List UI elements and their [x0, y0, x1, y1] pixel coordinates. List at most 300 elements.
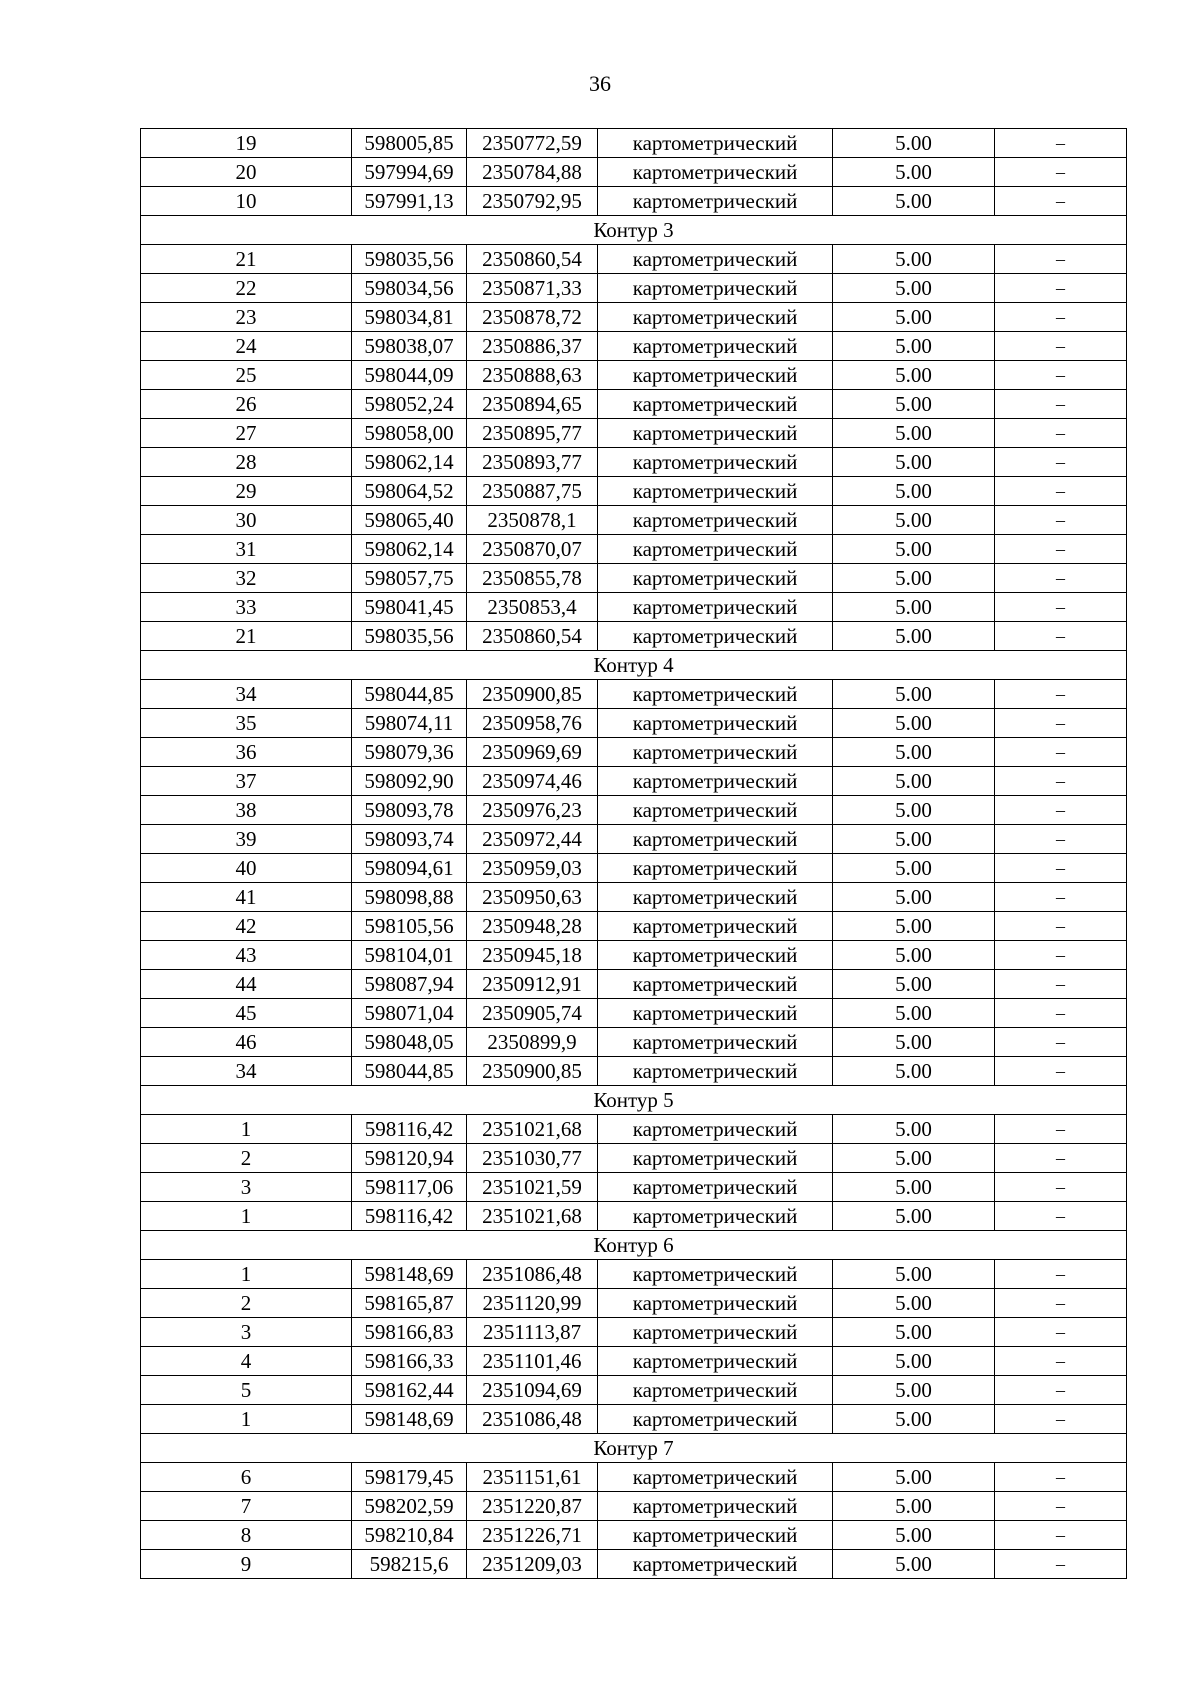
x-coordinate-cell: 598148,69 — [352, 1260, 467, 1289]
table-row — [141, 1521, 1127, 1550]
x-coordinate-cell: 598034,56 — [352, 274, 467, 303]
note-cell: – — [995, 970, 1127, 999]
table-row — [141, 158, 1127, 187]
accuracy-cell: 5.00 — [833, 622, 995, 651]
x-coordinate-cell: 598166,83 — [352, 1318, 467, 1347]
contour-header-row — [141, 651, 1127, 680]
method-cell: картометрический — [598, 1492, 833, 1521]
y-coordinate-cell: 2351120,99 — [467, 1289, 598, 1318]
x-coordinate-cell: 598093,78 — [352, 796, 467, 825]
table-row — [141, 1289, 1127, 1318]
accuracy-cell: 5.00 — [833, 448, 995, 477]
method-cell: картометрический — [598, 332, 833, 361]
y-coordinate-cell: 2350772,59 — [467, 129, 598, 158]
table-row — [141, 1318, 1127, 1347]
method-cell: картометрический — [598, 129, 833, 158]
table-row — [141, 1405, 1127, 1434]
y-coordinate-cell: 2350888,63 — [467, 361, 598, 390]
method-cell: картометрический — [598, 1405, 833, 1434]
x-coordinate-cell: 598105,56 — [352, 912, 467, 941]
accuracy-cell: 5.00 — [833, 1057, 995, 1086]
x-coordinate-cell: 598094,61 — [352, 854, 467, 883]
accuracy-cell: 5.00 — [833, 361, 995, 390]
method-cell: картометрический — [598, 1376, 833, 1405]
method-cell: картометрический — [598, 1057, 833, 1086]
table-row — [141, 332, 1127, 361]
table-row — [141, 564, 1127, 593]
point-number-cell: 42 — [141, 912, 352, 941]
accuracy-cell: 5.00 — [833, 1550, 995, 1579]
y-coordinate-cell: 2351030,77 — [467, 1144, 598, 1173]
y-coordinate-cell: 2350900,85 — [467, 680, 598, 709]
point-number-cell: 10 — [141, 187, 352, 216]
note-cell: – — [995, 709, 1127, 738]
x-coordinate-cell: 598215,6 — [352, 1550, 467, 1579]
method-cell: картометрический — [598, 1202, 833, 1231]
point-number-cell: 4 — [141, 1347, 352, 1376]
method-cell: картометрический — [598, 1318, 833, 1347]
accuracy-cell: 5.00 — [833, 738, 995, 767]
y-coordinate-cell: 2350976,23 — [467, 796, 598, 825]
x-coordinate-cell: 598065,40 — [352, 506, 467, 535]
y-coordinate-cell: 2350895,77 — [467, 419, 598, 448]
y-coordinate-cell: 2350894,65 — [467, 390, 598, 419]
x-coordinate-cell: 598005,85 — [352, 129, 467, 158]
method-cell: картометрический — [598, 1521, 833, 1550]
table-row — [141, 970, 1127, 999]
x-coordinate-cell: 598058,00 — [352, 419, 467, 448]
note-cell: – — [995, 883, 1127, 912]
table-row — [141, 1260, 1127, 1289]
y-coordinate-cell: 2350878,72 — [467, 303, 598, 332]
point-number-cell: 3 — [141, 1173, 352, 1202]
x-coordinate-cell: 598165,87 — [352, 1289, 467, 1318]
method-cell: картометрический — [598, 477, 833, 506]
method-cell: картометрический — [598, 1463, 833, 1492]
method-cell: картометрический — [598, 187, 833, 216]
y-coordinate-cell: 2350893,77 — [467, 448, 598, 477]
method-cell: картометрический — [598, 970, 833, 999]
x-coordinate-cell: 597991,13 — [352, 187, 467, 216]
note-cell: – — [995, 1028, 1127, 1057]
point-number-cell: 21 — [141, 622, 352, 651]
accuracy-cell: 5.00 — [833, 941, 995, 970]
method-cell: картометрический — [598, 999, 833, 1028]
point-number-cell: 8 — [141, 1521, 352, 1550]
method-cell: картометрический — [598, 767, 833, 796]
y-coordinate-cell: 2350945,18 — [467, 941, 598, 970]
note-cell: – — [995, 1550, 1127, 1579]
coordinates-table — [140, 128, 1127, 1579]
x-coordinate-cell: 598079,36 — [352, 738, 467, 767]
accuracy-cell: 5.00 — [833, 1144, 995, 1173]
point-number-cell: 29 — [141, 477, 352, 506]
method-cell: картометрический — [598, 361, 833, 390]
point-number-cell: 33 — [141, 593, 352, 622]
table-row — [141, 709, 1127, 738]
method-cell: картометрический — [598, 506, 833, 535]
table-row — [141, 419, 1127, 448]
contour-label: Контур 7 — [141, 1434, 1127, 1463]
point-number-cell: 31 — [141, 535, 352, 564]
note-cell: – — [995, 738, 1127, 767]
x-coordinate-cell: 598202,59 — [352, 1492, 467, 1521]
note-cell: – — [995, 187, 1127, 216]
accuracy-cell: 5.00 — [833, 825, 995, 854]
point-number-cell: 1 — [141, 1115, 352, 1144]
x-coordinate-cell: 597994,69 — [352, 158, 467, 187]
accuracy-cell: 5.00 — [833, 187, 995, 216]
table-row — [141, 187, 1127, 216]
method-cell: картометрический — [598, 1173, 833, 1202]
x-coordinate-cell: 598120,94 — [352, 1144, 467, 1173]
method-cell: картометрический — [598, 796, 833, 825]
method-cell: картометрический — [598, 390, 833, 419]
x-coordinate-cell: 598057,75 — [352, 564, 467, 593]
x-coordinate-cell: 598087,94 — [352, 970, 467, 999]
note-cell: – — [995, 1521, 1127, 1550]
method-cell: картометрический — [598, 1028, 833, 1057]
y-coordinate-cell: 2350959,03 — [467, 854, 598, 883]
y-coordinate-cell: 2351094,69 — [467, 1376, 598, 1405]
method-cell: картометрический — [598, 274, 833, 303]
accuracy-cell: 5.00 — [833, 680, 995, 709]
y-coordinate-cell: 2351226,71 — [467, 1521, 598, 1550]
x-coordinate-cell: 598041,45 — [352, 593, 467, 622]
page-number: 36 — [589, 71, 611, 96]
note-cell: – — [995, 129, 1127, 158]
x-coordinate-cell: 598044,09 — [352, 361, 467, 390]
y-coordinate-cell: 2350887,75 — [467, 477, 598, 506]
method-cell: картометрический — [598, 1260, 833, 1289]
point-number-cell: 44 — [141, 970, 352, 999]
method-cell: картометрический — [598, 448, 833, 477]
accuracy-cell: 5.00 — [833, 1405, 995, 1434]
accuracy-cell: 5.00 — [833, 999, 995, 1028]
note-cell: – — [995, 767, 1127, 796]
table-row — [141, 1144, 1127, 1173]
accuracy-cell: 5.00 — [833, 1202, 995, 1231]
y-coordinate-cell: 2350855,78 — [467, 564, 598, 593]
table-row — [141, 1347, 1127, 1376]
note-cell: – — [995, 332, 1127, 361]
x-coordinate-cell: 598062,14 — [352, 448, 467, 477]
point-number-cell: 34 — [141, 680, 352, 709]
method-cell: картометрический — [598, 245, 833, 274]
method-cell: картометрический — [598, 738, 833, 767]
y-coordinate-cell: 2351086,48 — [467, 1405, 598, 1434]
point-number-cell: 43 — [141, 941, 352, 970]
contour-label: Контур 6 — [141, 1231, 1127, 1260]
accuracy-cell: 5.00 — [833, 796, 995, 825]
point-number-cell: 24 — [141, 332, 352, 361]
method-cell: картометрический — [598, 303, 833, 332]
table-row — [141, 1202, 1127, 1231]
method-cell: картометрический — [598, 912, 833, 941]
accuracy-cell: 5.00 — [833, 506, 995, 535]
x-coordinate-cell: 598162,44 — [352, 1376, 467, 1405]
method-cell: картометрический — [598, 941, 833, 970]
note-cell: – — [995, 1202, 1127, 1231]
note-cell: – — [995, 419, 1127, 448]
point-number-cell: 32 — [141, 564, 352, 593]
x-coordinate-cell: 598098,88 — [352, 883, 467, 912]
x-coordinate-cell: 598035,56 — [352, 622, 467, 651]
y-coordinate-cell: 2350878,1 — [467, 506, 598, 535]
point-number-cell: 34 — [141, 1057, 352, 1086]
point-number-cell: 37 — [141, 767, 352, 796]
table-row — [141, 593, 1127, 622]
note-cell: – — [995, 1260, 1127, 1289]
x-coordinate-cell: 598093,74 — [352, 825, 467, 854]
accuracy-cell: 5.00 — [833, 1173, 995, 1202]
x-coordinate-cell: 598116,42 — [352, 1202, 467, 1231]
point-number-cell: 20 — [141, 158, 352, 187]
note-cell: – — [995, 535, 1127, 564]
contour-header-row — [141, 1231, 1127, 1260]
method-cell: картометрический — [598, 622, 833, 651]
y-coordinate-cell: 2350974,46 — [467, 767, 598, 796]
point-number-cell: 35 — [141, 709, 352, 738]
note-cell: – — [995, 912, 1127, 941]
y-coordinate-cell: 2351021,68 — [467, 1202, 598, 1231]
accuracy-cell: 5.00 — [833, 1115, 995, 1144]
accuracy-cell: 5.00 — [833, 564, 995, 593]
point-number-cell: 1 — [141, 1260, 352, 1289]
method-cell: картометрический — [598, 158, 833, 187]
x-coordinate-cell: 598148,69 — [352, 1405, 467, 1434]
x-coordinate-cell: 598179,45 — [352, 1463, 467, 1492]
accuracy-cell: 5.00 — [833, 274, 995, 303]
y-coordinate-cell: 2350860,54 — [467, 622, 598, 651]
y-coordinate-cell: 2350792,95 — [467, 187, 598, 216]
table-row — [141, 738, 1127, 767]
accuracy-cell: 5.00 — [833, 970, 995, 999]
note-cell: – — [995, 477, 1127, 506]
note-cell: – — [995, 274, 1127, 303]
table-row — [141, 854, 1127, 883]
y-coordinate-cell: 2350784,88 — [467, 158, 598, 187]
y-coordinate-cell: 2350950,63 — [467, 883, 598, 912]
method-cell: картометрический — [598, 1144, 833, 1173]
x-coordinate-cell: 598116,42 — [352, 1115, 467, 1144]
accuracy-cell: 5.00 — [833, 854, 995, 883]
table-row — [141, 622, 1127, 651]
point-number-cell: 38 — [141, 796, 352, 825]
point-number-cell: 9 — [141, 1550, 352, 1579]
point-number-cell: 19 — [141, 129, 352, 158]
point-number-cell: 46 — [141, 1028, 352, 1057]
y-coordinate-cell: 2351113,87 — [467, 1318, 598, 1347]
x-coordinate-cell: 598071,04 — [352, 999, 467, 1028]
accuracy-cell: 5.00 — [833, 1347, 995, 1376]
method-cell: картометрический — [598, 854, 833, 883]
y-coordinate-cell: 2351151,61 — [467, 1463, 598, 1492]
contour-label: Контур 5 — [141, 1086, 1127, 1115]
accuracy-cell: 5.00 — [833, 1463, 995, 1492]
note-cell: – — [995, 622, 1127, 651]
y-coordinate-cell: 2350860,54 — [467, 245, 598, 274]
point-number-cell: 27 — [141, 419, 352, 448]
y-coordinate-cell: 2350899,9 — [467, 1028, 598, 1057]
x-coordinate-cell: 598104,01 — [352, 941, 467, 970]
accuracy-cell: 5.00 — [833, 767, 995, 796]
accuracy-cell: 5.00 — [833, 1028, 995, 1057]
note-cell: – — [995, 361, 1127, 390]
method-cell: картометрический — [598, 419, 833, 448]
x-coordinate-cell: 598034,81 — [352, 303, 467, 332]
accuracy-cell: 5.00 — [833, 419, 995, 448]
note-cell: – — [995, 593, 1127, 622]
table-row — [141, 941, 1127, 970]
x-coordinate-cell: 598210,84 — [352, 1521, 467, 1550]
table-row — [141, 303, 1127, 332]
y-coordinate-cell: 2351086,48 — [467, 1260, 598, 1289]
accuracy-cell: 5.00 — [833, 477, 995, 506]
y-coordinate-cell: 2351101,46 — [467, 1347, 598, 1376]
point-number-cell: 23 — [141, 303, 352, 332]
y-coordinate-cell: 2351209,03 — [467, 1550, 598, 1579]
contour-header-row — [141, 216, 1127, 245]
table-row — [141, 477, 1127, 506]
note-cell: – — [995, 448, 1127, 477]
method-cell: картометрический — [598, 1347, 833, 1376]
table-row — [141, 274, 1127, 303]
point-number-cell: 45 — [141, 999, 352, 1028]
contour-label: Контур 4 — [141, 651, 1127, 680]
coordinates-table-body — [141, 129, 1127, 1579]
x-coordinate-cell: 598064,52 — [352, 477, 467, 506]
note-cell: – — [995, 506, 1127, 535]
table-row — [141, 1173, 1127, 1202]
point-number-cell: 21 — [141, 245, 352, 274]
note-cell: – — [995, 1057, 1127, 1086]
contour-header-row — [141, 1434, 1127, 1463]
table-row — [141, 883, 1127, 912]
table-row — [141, 506, 1127, 535]
table-row — [141, 1463, 1127, 1492]
x-coordinate-cell: 598166,33 — [352, 1347, 467, 1376]
note-cell: – — [995, 1463, 1127, 1492]
x-coordinate-cell: 598048,05 — [352, 1028, 467, 1057]
y-coordinate-cell: 2351220,87 — [467, 1492, 598, 1521]
point-number-cell: 2 — [141, 1144, 352, 1173]
table-row — [141, 1057, 1127, 1086]
point-number-cell: 1 — [141, 1202, 352, 1231]
accuracy-cell: 5.00 — [833, 593, 995, 622]
note-cell: – — [995, 1492, 1127, 1521]
point-number-cell: 39 — [141, 825, 352, 854]
y-coordinate-cell: 2350871,33 — [467, 274, 598, 303]
point-number-cell: 40 — [141, 854, 352, 883]
point-number-cell: 6 — [141, 1463, 352, 1492]
note-cell: – — [995, 1115, 1127, 1144]
contour-label: Контур 3 — [141, 216, 1127, 245]
note-cell: – — [995, 1289, 1127, 1318]
point-number-cell: 3 — [141, 1318, 352, 1347]
method-cell: картометрический — [598, 1550, 833, 1579]
note-cell: – — [995, 1144, 1127, 1173]
accuracy-cell: 5.00 — [833, 303, 995, 332]
table-row — [141, 796, 1127, 825]
table-row — [141, 999, 1127, 1028]
method-cell: картометрический — [598, 709, 833, 738]
y-coordinate-cell: 2350969,69 — [467, 738, 598, 767]
y-coordinate-cell: 2350948,28 — [467, 912, 598, 941]
table-row — [141, 825, 1127, 854]
y-coordinate-cell: 2350853,4 — [467, 593, 598, 622]
point-number-cell: 5 — [141, 1376, 352, 1405]
note-cell: – — [995, 1376, 1127, 1405]
accuracy-cell: 5.00 — [833, 1376, 995, 1405]
point-number-cell: 30 — [141, 506, 352, 535]
point-number-cell: 41 — [141, 883, 352, 912]
accuracy-cell: 5.00 — [833, 1260, 995, 1289]
y-coordinate-cell: 2351021,68 — [467, 1115, 598, 1144]
table-row — [141, 1376, 1127, 1405]
x-coordinate-cell: 598062,14 — [352, 535, 467, 564]
note-cell: – — [995, 1173, 1127, 1202]
x-coordinate-cell: 598092,90 — [352, 767, 467, 796]
y-coordinate-cell: 2350958,76 — [467, 709, 598, 738]
point-number-cell: 36 — [141, 738, 352, 767]
accuracy-cell: 5.00 — [833, 129, 995, 158]
note-cell: – — [995, 796, 1127, 825]
y-coordinate-cell: 2350905,74 — [467, 999, 598, 1028]
table-row — [141, 680, 1127, 709]
note-cell: – — [995, 158, 1127, 187]
accuracy-cell: 5.00 — [833, 883, 995, 912]
point-number-cell: 26 — [141, 390, 352, 419]
method-cell: картометрический — [598, 1289, 833, 1318]
accuracy-cell: 5.00 — [833, 332, 995, 361]
accuracy-cell: 5.00 — [833, 245, 995, 274]
method-cell: картометрический — [598, 564, 833, 593]
x-coordinate-cell: 598052,24 — [352, 390, 467, 419]
table-row — [141, 1115, 1127, 1144]
y-coordinate-cell: 2350900,85 — [467, 1057, 598, 1086]
accuracy-cell: 5.00 — [833, 1521, 995, 1550]
table-row — [141, 767, 1127, 796]
method-cell: картометрический — [598, 593, 833, 622]
y-coordinate-cell: 2350886,37 — [467, 332, 598, 361]
note-cell: – — [995, 1405, 1127, 1434]
contour-header-row — [141, 1086, 1127, 1115]
accuracy-cell: 5.00 — [833, 709, 995, 738]
note-cell: – — [995, 245, 1127, 274]
note-cell: – — [995, 941, 1127, 970]
point-number-cell: 22 — [141, 274, 352, 303]
x-coordinate-cell: 598038,07 — [352, 332, 467, 361]
method-cell: картометрический — [598, 535, 833, 564]
table-row — [141, 245, 1127, 274]
y-coordinate-cell: 2350912,91 — [467, 970, 598, 999]
note-cell: – — [995, 825, 1127, 854]
accuracy-cell: 5.00 — [833, 535, 995, 564]
x-coordinate-cell: 598044,85 — [352, 680, 467, 709]
point-number-cell: 25 — [141, 361, 352, 390]
accuracy-cell: 5.00 — [833, 912, 995, 941]
y-coordinate-cell: 2350870,07 — [467, 535, 598, 564]
note-cell: – — [995, 1347, 1127, 1376]
note-cell: – — [995, 564, 1127, 593]
x-coordinate-cell: 598035,56 — [352, 245, 467, 274]
table-row — [141, 1028, 1127, 1057]
method-cell: картометрический — [598, 883, 833, 912]
method-cell: картометрический — [598, 1115, 833, 1144]
table-row — [141, 1492, 1127, 1521]
table-row — [141, 1550, 1127, 1579]
